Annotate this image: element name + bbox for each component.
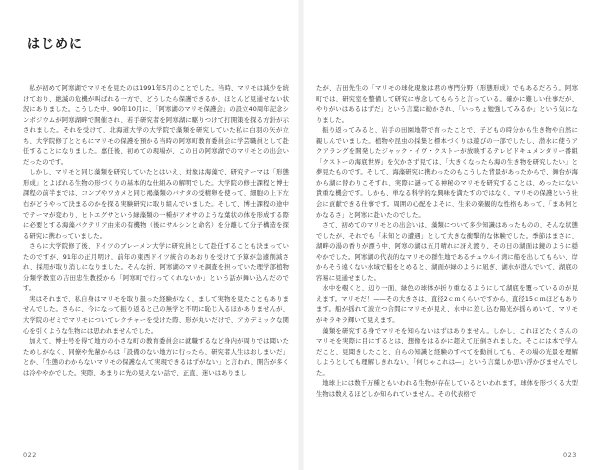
chapter-heading: はじめに	[27, 37, 84, 52]
right-paragraph-3: さて、初めてのマリモとの出会いは、藻類について多少知識はあったものの、そんな状態でしたが、それでも「未知との遭遇」として大きな衝撃的な体験でした。季節はまさに、湖畔の湯の香りが漂う中、阿寒の湖は五月晴れに冴え渡り、その日の湖面は鏡のように穏やかでした。阿寒湖の代表的なマリモの群生地であるチュウルイ湾に船を出してもらい、岸からそう遠くない水域で船をとめると、湖面が緑のように凪ぎ、湖水が澄んでいて、湖底の容易に見通せました。	[316, 222, 578, 282]
right-paragraph-5: 藻類を研究する身でマリモを知らないはずはありません。しかし、これほどたくさんのマリモを実際に目にするとは、想像をはるかに超えて圧倒されました。そこには本で学んだこと、見聞きしたこと、自らの知識と経験のすべてを動員しても、その場の光景を理解しようとしても理解しきれない、「何じゃこれは―」という言葉しか思い浮かびませんでした。	[316, 327, 578, 377]
page-number-right: 023	[563, 451, 577, 459]
left-paragraph-5: 加えて、博士号を得て地方の小さな町の教育委員会に就職するなど身内が周りでは聞いたためしがなく、同僚や先輩からは「設備のない地方に行ったら、研究者人生はおしまいだ」とか、「生態のわからないマリモの保護なんて実現できるはずがない」と言われ、開告が多くは冷ややかでした。実際、あまりに先の見えない話で、正直、迷いはありまし	[23, 338, 289, 377]
left-paragraph-3: さらに大学院修了後、ドイツのブレーメン大学に研究員として赴任することも決まっていたのですが、91年の正月明け、前年の東西ドイツ統合のあおりを受けて予算が急遽削減され、採用が取り消しになりました。そんな折、阿寒湖のマリモ調査を担っていた理学部植物分類学教室の吉田忠生教授から「阿寒町で行ってくれないか」という話が舞い込んだのです。	[23, 243, 289, 293]
right-paragraph-4: 水中を覗くと、辺り一面、緑色の球体が折り重なるようにして湖底を覆っているのが見えます。マリモだ！——その大きさは、直径2ｃｍくらいですから、直径15ｃｍほどもあります。船が揺れて波立つ合間にマリモが見え、水中に差し込む陽光が揺らめいて、マリモがキラキラ輝いて見えます。	[316, 285, 578, 325]
right-paragraph-2: 振り返ってみると、岩手の田園地帯で育ったことで、子どもの時分から生き物や自然に親しんでいました。植物や昆虫の採集と標本づくりは遊びの一部でしたし、潜水に使うアクアラングを開発したジャック・イヴ・クストーが放映するテレビドキュメンタリー番組「クストーの海底世界」を欠かさず見ては、「大きくなったら海の生き物を研究したい」と夢見たものです。そして、海藻研究に携わったのもこうした背景があったからで、舞台が海から湖に替わりこそすれ、実際に謎ってる神秘のマリモを研究することは、めったにない貴重な機会です。しかも、単なる科学的な興味を満たすのではなく、マリモの保護という社会に貢献できる仕事です。周囲の心配をよそに、生来の楽観的な性格もあって、「まあ何とかなるさ」と阿寒に赴いたのでした。	[316, 127, 578, 219]
left-paragraph-4: 実はそれまで、私自身はマリモを取り扱った経験がなく、まして実物を見たこともありませんでした。さらに、今になって振り返ると己の無学と不明に恥じ入るほかありませんが、大学院のゼミでマリモについてレクチャーを受けた際、形が丸いだけで、アカデミックな関心を引くような生物には思われませんでした。	[23, 295, 289, 335]
book-gutter	[298, 0, 304, 470]
right-page-body	[316, 84, 578, 436]
right-paragraph-6: 地球上には数千万種ともいわれる生物が存在しているといわれます。球体を形づくる大型生物は数えるほどしか知られていません。その代表格で	[316, 380, 578, 398]
page-number-left: 022	[23, 451, 37, 459]
right-paragraph-1: たが、吉田先生の「マリモの球化現象は君の専門分野（形態形成）でもあるだろう。阿寒町では、研究室を整備して研究に専念してもらうと言っている。確かに難しい仕事だが、やりがいはあるはずだ」という言葉に勧かされ、「いっちょ勉強してみるか」という気になりました。	[316, 85, 578, 124]
left-paragraph-1: 私が初めて阿寒湖でマリモを見たのは1991年5月のことでした。当時、マリモは減少を続けており、絶滅の危機が叫ばれる一方で、どうしたら保護できるか、ほとんど見通せない状況にありました。こうした中、90年10月に、「阿寒湖のマリモ保護会」の設立40周年記念シンポジウムが阿寒湖畔で開催され、若手研究者を阿寒湖に駆りつけて打開策を探る方針が示されました。それを受けて、北海道大学の大学院で藻類を研究していた私に白羽の矢が立ち、大学院修了とともにマリモの保護を預かる当時の阿寒町教育委員会に学芸職員として赴任することになりました。嘉任後、初めての現場が、この日の阿寒湖でのマリモとの出会いだったのです。	[23, 85, 289, 166]
left-paragraph-2: しかし、マリモと同じ藻類を研究していたとはいえ、対象は海藻で、研究テーマは「形態形成」とよばれる生物の形づくりの基本的な仕組みの解明でした。大学院の修士課程と博士課程の前半までは、コンブやワカメと同じ褐藻類のバナタの受精卵を使って、細胞の上下左右がどうやって決まるのかを探る実験研究に取り組んでいました。そして、博士課程の途中でテーマが変わり、ヒトエグサという緑藻類の一種がアオサのような葉状の体を形成する際に必要とする海藻バクテリア由来の有機物（後にサルシンと命名）を分離して分子構造を探る研究に携わっていました。	[23, 169, 289, 240]
left-page-body	[23, 84, 289, 436]
